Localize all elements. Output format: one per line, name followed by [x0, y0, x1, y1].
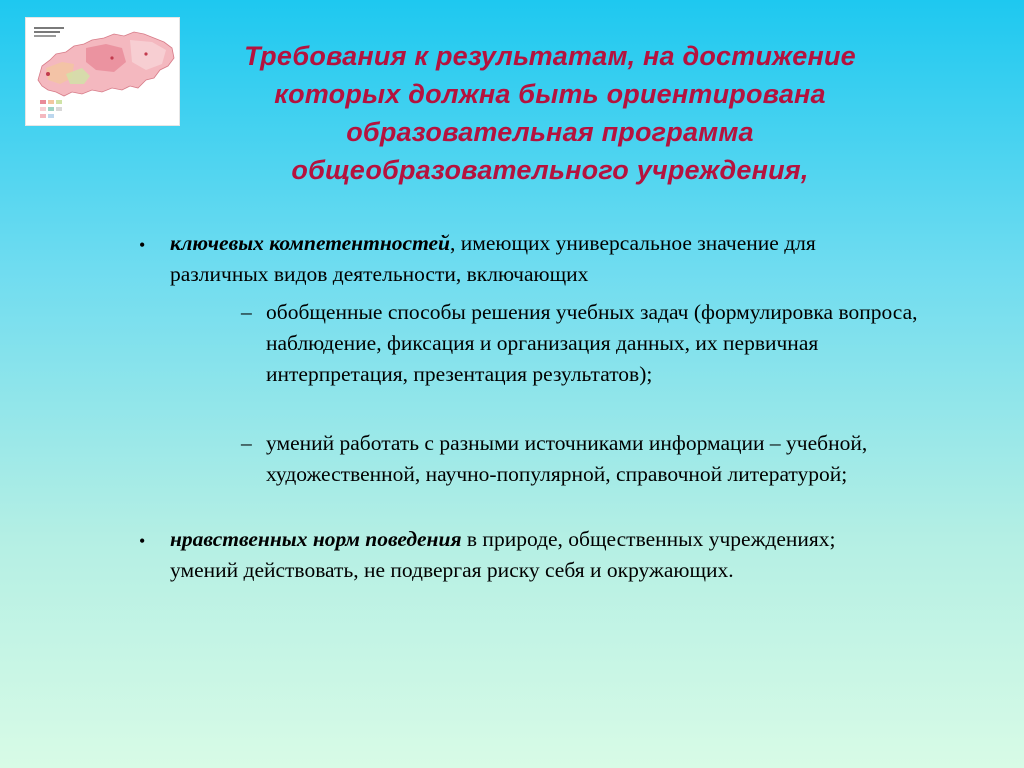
bullet-text: , имеющих универсальное значение для различных видов деятельности, включающих: [170, 231, 816, 286]
bullet-emphasis: нравственных норм поведения: [170, 527, 462, 551]
bullet-item-key-competencies: [170, 228, 890, 290]
sub-bullet-item-sources: умений работать с разными источниками информации – учебной, художественной, научно-популярной, справочной литературой;: [266, 431, 868, 486]
sub-bullet-marker: –: [241, 300, 252, 324]
map-legend: [40, 100, 62, 118]
bullet-item-moral-norms: [170, 524, 890, 586]
bullet-text: в природе, общественных учреждениях; умений действовать, не подвергая риску себя и окружающих.: [170, 527, 836, 582]
bullet-marker: •: [139, 531, 146, 551]
russia-map-icon: [25, 17, 180, 126]
sub-bullet-item-methods: обобщенные способы решения учебных задач (формулировка вопроса, наблюдение, фиксация и организация данных, их первичная интерпретация, презентация результатов);: [266, 300, 918, 386]
bullet-marker: •: [139, 235, 146, 255]
bullet-emphasis: ключевых компетентностей: [170, 231, 451, 255]
slide-title: Требования к результатам, на достижение которых должна быть ориентирована образовательная программа общеобразовательного учреждения,: [244, 41, 856, 185]
sub-bullet-marker: –: [241, 431, 252, 455]
map-header-lines: [34, 27, 64, 37]
